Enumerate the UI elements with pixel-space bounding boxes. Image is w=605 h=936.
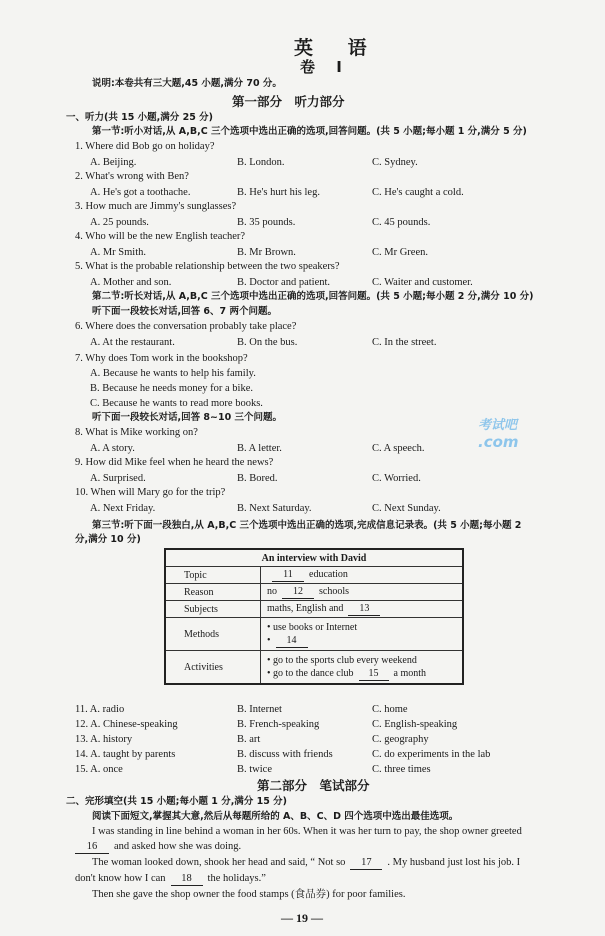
- blank-12: 12: [282, 586, 314, 599]
- answer-option: 12. A. Chinese-speaking: [75, 719, 178, 730]
- option: C. A speech.: [372, 443, 425, 454]
- question: 8. What is Mike working on?: [75, 427, 198, 438]
- blank: 16: [75, 841, 109, 854]
- blank: 17: [350, 857, 382, 870]
- interview-table: [164, 548, 464, 685]
- table-row: [165, 584, 463, 601]
- passage-line: Then she gave the shop owner the food stamps (食品券) for poor families.: [92, 889, 406, 900]
- table-row: [165, 651, 463, 685]
- option: C. He's caught a cold.: [372, 187, 464, 198]
- answer-option: C. English-speaking: [372, 719, 458, 730]
- answer-option: C. home: [372, 704, 408, 715]
- question: 4. Who will be the new English teacher?: [75, 231, 246, 242]
- row-value: maths, English and 13: [261, 601, 464, 618]
- table-row: [165, 567, 463, 584]
- answer-option: B. French-speaking: [237, 719, 320, 730]
- subsection-heading: 第三节:听下面一段独白,从 A,B,C 三个选项中选出正确的选项,完成信息记录表。(共 5 小题;每小题 2: [92, 520, 522, 531]
- answer-option: B. twice: [237, 764, 272, 775]
- option: C. Mr Green.: [372, 247, 428, 258]
- part1-heading: 第一部分 听力部分: [232, 94, 345, 109]
- question: 6. Where does the conversation probably take place?: [75, 321, 297, 332]
- answer-option: 11. A. radio: [75, 704, 125, 715]
- option: B. 35 pounds.: [237, 217, 296, 228]
- question: 3. How much are Jimmy's sunglasses?: [75, 201, 237, 212]
- blank-11: 11: [272, 569, 304, 582]
- option: B. Next Saturday.: [237, 503, 312, 514]
- option: C. Worried.: [372, 473, 421, 484]
- instruction: 听下面一段较长对话,回答 6、7 两个问题。: [92, 306, 277, 317]
- row-label: Methods: [165, 618, 261, 651]
- row-value: • use books or Internet • 14: [261, 618, 464, 651]
- instructions-note: 说明:本卷共有三大题,45 小题,满分 70 分。: [92, 78, 282, 89]
- section-heading: 二、完形填空(共 15 小题;每小题 1 分,满分 15 分): [66, 796, 287, 807]
- row-value: • go to the sports club every weekend • go to the dance club 15 a month: [261, 651, 464, 685]
- passage-line: [70, 840, 241, 854]
- answer-option: B. art: [237, 734, 261, 745]
- answer-option: C. geography: [372, 734, 429, 745]
- row-label: Topic: [165, 567, 261, 584]
- option: A. Beijing.: [90, 157, 137, 168]
- answer-option: C. three times: [372, 764, 431, 775]
- option: C. Next Sunday.: [372, 503, 441, 514]
- option: C. Sydney.: [372, 157, 418, 168]
- answer-option: 14. A. taught by parents: [75, 749, 176, 760]
- question: 2. What's wrong with Ben?: [75, 171, 189, 182]
- blank-14: 14: [276, 635, 308, 648]
- option: A. Next Friday.: [90, 503, 156, 514]
- subsection-heading: 分,满分 10 分): [75, 534, 141, 545]
- question: 1. Where did Bob go on holiday?: [75, 141, 215, 152]
- table-row: [165, 601, 463, 618]
- row-label: Subjects: [165, 601, 261, 618]
- row-value: 11 education: [261, 567, 464, 584]
- option: C. In the street.: [372, 337, 437, 348]
- option: A. 25 pounds.: [90, 217, 149, 228]
- option: A. A story.: [90, 443, 135, 454]
- option: A. Mother and son.: [90, 277, 172, 288]
- question: 9. How did Mike feel when he heard the news?: [75, 457, 274, 468]
- option: B. Mr Brown.: [237, 247, 296, 258]
- option: B. Bored.: [237, 473, 278, 484]
- watermark-logo: 考试吧 .com: [478, 418, 519, 451]
- option: C. Waiter and customer.: [372, 277, 473, 288]
- answer-option: B. discuss with friends: [237, 749, 333, 760]
- text-segment: . My husband just lost his job. I: [387, 857, 521, 868]
- subsection-heading: 第一节:听小对话,从 A,B,C 三个选项中选出正确的选项,回答问题。(共 5 小题;每小题 1 分,满分 5 分): [92, 126, 527, 137]
- option: B. On the bus.: [237, 337, 298, 348]
- table-row: [165, 618, 463, 651]
- instruction: 阅读下面短文,掌握其大意,然后从每题所给的 A、B、C、D 四个选项中选出最佳选项。: [92, 811, 459, 822]
- row-label: Reason: [165, 584, 261, 601]
- answer-option: 15. A. once: [75, 764, 123, 775]
- answer-option: B. Internet: [237, 704, 282, 715]
- row-label: Activities: [165, 651, 261, 685]
- instruction: 听下面一段较长对话,回答 8~10 三个问题。: [92, 412, 283, 423]
- volume-title: 卷 Ⅰ: [300, 58, 350, 76]
- page-title: 英 语: [294, 37, 381, 59]
- table-title: An interview with David: [165, 549, 463, 567]
- option: B. Doctor and patient.: [237, 277, 331, 288]
- question: 10. When will Mary go for the trip?: [75, 487, 226, 498]
- text-segment: and asked how she was doing.: [114, 841, 242, 852]
- option: A. He's got a toothache.: [90, 187, 191, 198]
- text-segment: The woman looked down, shook her head and said, “ Not so: [92, 857, 346, 868]
- option: A. At the restaurant.: [90, 337, 175, 348]
- blank-13: 13: [348, 603, 380, 616]
- page-number: — 19 —: [281, 911, 323, 925]
- row-value: no 12 schools: [261, 584, 464, 601]
- answer-option: C. do experiments in the lab: [372, 749, 491, 760]
- option: B. London.: [237, 157, 285, 168]
- option: B. He's hurt his leg.: [237, 187, 320, 198]
- option: A. Surprised.: [90, 473, 146, 484]
- blank: 18: [171, 873, 203, 886]
- part2-heading: 第二部分 笔试部分: [257, 778, 370, 793]
- passage-line: [75, 872, 266, 886]
- option: A. Mr Smith.: [90, 247, 147, 258]
- text-segment: the holidays.”: [207, 873, 266, 884]
- option: C. 45 pounds.: [372, 217, 431, 228]
- text-segment: don't know how I can: [75, 873, 166, 884]
- option: C. Because he wants to read more books.: [90, 398, 263, 409]
- option: B. A letter.: [237, 443, 282, 454]
- option: B. Because he needs money for a bike.: [90, 383, 253, 394]
- option: A. Because he wants to help his family.: [90, 368, 256, 379]
- section-heading: 一、听力(共 15 小题,满分 25 分): [66, 112, 213, 123]
- blank-15: 15: [359, 668, 389, 681]
- question: 5. What is the probable relationship between the two speakers?: [75, 261, 340, 272]
- question: 7. Why does Tom work in the bookshop?: [75, 353, 248, 364]
- answer-option: 13. A. history: [75, 734, 133, 745]
- subsection-heading: 第二节:听长对话,从 A,B,C 三个选项中选出正确的选项,回答问题。(共 5 小题;每小题 2 分,满分 10 分): [92, 291, 534, 302]
- passage-line: [92, 856, 520, 870]
- passage-line: I was standing in line behind a woman in her 60s. When it was her turn to pay, the shop owner greeted: [92, 826, 522, 837]
